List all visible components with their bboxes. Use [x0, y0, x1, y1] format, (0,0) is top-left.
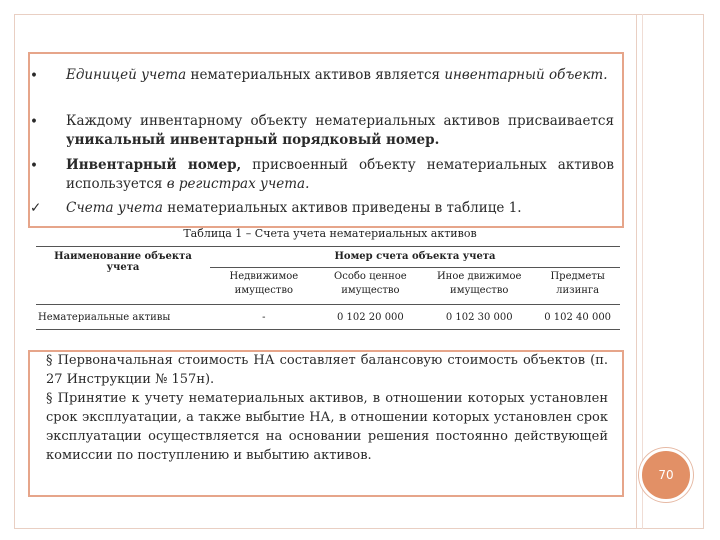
note-paragraph: § Первоначальная стоимость НА составляет балансовую стоимость объектов (п. 27 Инструкции № 157н).: [46, 353, 608, 387]
text-run: нематериальных активов приведены в таблице 1.: [162, 200, 522, 216]
text-run: Единицей учета: [66, 67, 187, 83]
frame-divider-inner: [642, 14, 643, 529]
note-paragraph: § Принятие к учету нематериальных активов, в отношении которых установлен срок эксплуатации, а также выбытие НА, в отношении которых установлен срок эксплуатации осуществляется на основании решения постоянно действующей комиссии по поступлению и выбытию активов.: [46, 391, 608, 463]
bullet-text-4: [66, 199, 614, 218]
bullet-text-3: [66, 156, 614, 194]
text-run: в регистрах учета.: [166, 176, 310, 192]
text-run: уникальный инвентарный порядковый номер.: [66, 132, 440, 148]
text-run: Инвентарный номер,: [66, 157, 242, 173]
table-cell: 0 102 30 000: [423, 305, 535, 330]
subheader-cell: Предметы лизинга: [535, 268, 620, 305]
table-cell: 0 102 20 000: [318, 305, 423, 330]
text-run: нематериальных активов является: [186, 67, 445, 83]
text-run: присвоенный объекту нематериальных активов используется: [66, 157, 614, 192]
frame-divider: [636, 14, 637, 529]
table-row: [36, 305, 620, 330]
bullet-marker: •: [30, 158, 38, 174]
table-caption: Таблица 1 – Счета учета нематериальных активов: [183, 227, 477, 240]
bullet-marker: •: [30, 68, 38, 84]
text-run: Счета учета: [66, 200, 163, 216]
table-cell: -: [210, 305, 318, 330]
subheader-cell: Особо ценное имущество: [318, 268, 423, 305]
notes-text: [46, 351, 608, 465]
accounts-table: [36, 246, 620, 330]
header-account-number: Номер счета объекта учета: [210, 247, 620, 268]
bullet-text-2: [66, 112, 614, 150]
row-name: Нематериальные активы: [36, 305, 210, 330]
bullet-marker: •: [30, 114, 38, 130]
page-number-badge: 70: [639, 448, 693, 502]
table-cell: 0 102 40 000: [535, 305, 620, 330]
text-run: Каждому инвентарному объекту нематериальных активов присваивается: [66, 113, 614, 129]
subheader-cell: Недвижимое имущество: [210, 268, 318, 305]
bullet-text-1: [66, 66, 614, 85]
header-object-name: Наименование объекта учета: [36, 247, 210, 305]
text-run: инвентарный объект.: [444, 67, 608, 83]
check-marker: ✓: [30, 200, 42, 216]
subheader-cell: Иное движимое имущество: [423, 268, 535, 305]
